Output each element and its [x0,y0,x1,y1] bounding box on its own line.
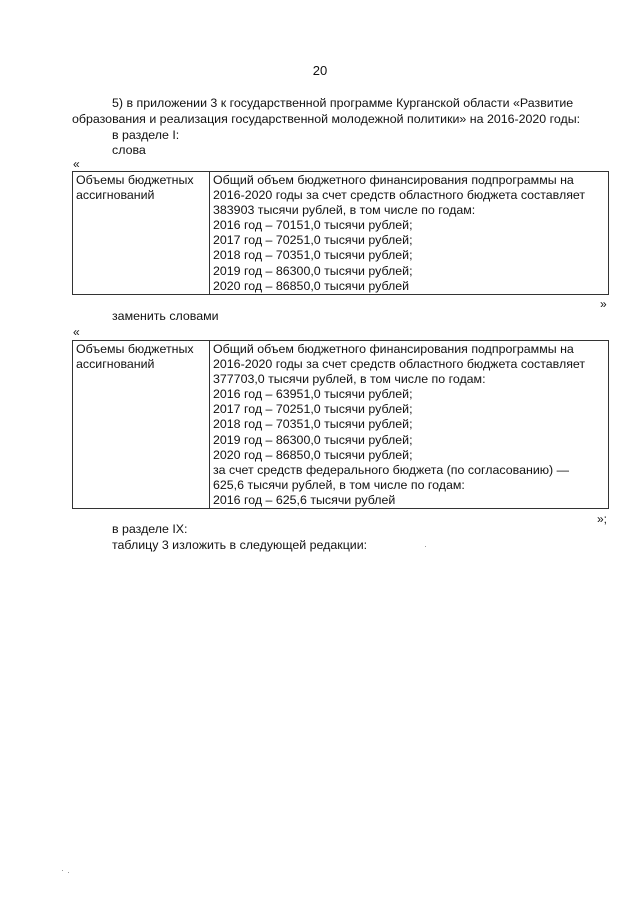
table2-line-3: 377703,0 тысячи рублей, в том числе по годам: [213,372,486,387]
replace-words-text: заменить словами [112,309,219,323]
page-number: 20 [312,63,328,78]
table2-line-4: 2016 год – 63951,0 тысячи рублей; [213,387,413,402]
table2-close-quote: »; [597,512,608,526]
table2-value-cell [210,341,609,509]
intro-line-4: слова [112,143,146,157]
table-row [73,172,609,295]
scan-speck [62,870,63,871]
intro-line-1: 5) в приложении 3 к государственной программе Курганской области «Развитие [112,96,574,110]
table1-line-5: 2017 год – 70251,0 тысячи рублей; [213,233,413,248]
table2-open-quote: « [73,325,80,339]
scan-speck [425,546,426,547]
table2-line-1: Общий объем бюджетного финансирования подпрограммы на [213,342,574,356]
table1-line-8: 2020 год – 86850,0 тысячи рублей [213,278,410,293]
table1-label: Объемы бюджетных ассигнований [76,173,194,203]
table2-line-7: 2019 год – 86300,0 тысячи рублей; [213,432,413,447]
section9-line-2: таблицу 3 изложить в следующей редакции: [112,538,368,552]
table2-line-8: 2020 год – 86850,0 тысячи рублей; [213,447,413,462]
intro-line-2: образования и реализация государственной молодежной политики» на 2016-2020 годы: [72,112,581,126]
table1-line-3: 383903 тысячи рублей, в том числе по годам: [213,203,476,218]
table2-line-6: 2018 год – 70351,0 тысячи рублей; [213,417,413,432]
table1-label-cell [73,172,210,295]
table1-line-6: 2018 год – 70351,0 тысячи рублей; [213,248,413,263]
table2-line-5: 2017 год – 70251,0 тысячи рублей; [213,402,413,417]
table1-line-1: Общий объем бюджетного финансирования подпрограммы на [213,173,574,187]
table1-close-quote: » [600,297,607,311]
table1-line-2: 2016-2020 годы за счет средств областного бюджета составляет [213,188,586,203]
scan-speck [68,872,69,873]
section9-line-1: в разделе IX: [112,522,188,536]
table2-line-9: за счет средств федерального бюджета (по согласованию) — [213,462,569,477]
budget-table-original [72,171,609,295]
table1-open-quote: « [73,157,80,171]
table2-line-11: 2016 год – 625,6 тысячи рублей [213,492,396,507]
table2-label: Объемы бюджетных ассигнований [76,342,194,372]
table-row [73,341,609,509]
table2-line-10: 625,6 тысячи рублей, в том числе по годам: [213,477,465,492]
budget-table-replacement [72,340,609,509]
table1-line-4: 2016 год – 70151,0 тысячи рублей; [213,218,413,233]
table2-line-2: 2016-2020 годы за счет средств областного бюджета составляет [213,357,586,372]
table1-line-7: 2019 год – 86300,0 тысячи рублей; [213,263,413,278]
table2-label-cell [73,341,210,509]
table1-value-cell [210,172,609,295]
intro-line-3: в разделе I: [112,128,180,142]
